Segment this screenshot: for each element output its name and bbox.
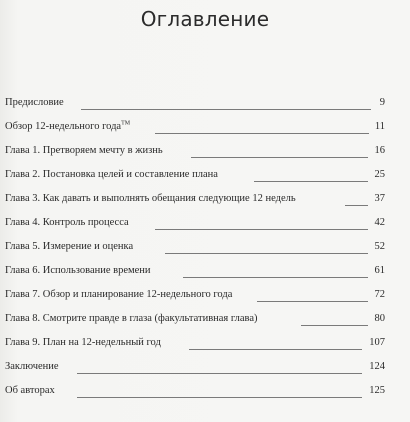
- toc-page-number: 16: [374, 145, 385, 156]
- toc-page-number: 61: [374, 265, 385, 276]
- page-title: Оглавление: [140, 7, 270, 31]
- toc-entry-label: Глава 2. Постановка целей и составление плана: [5, 169, 218, 180]
- toc-entry-conclusion: [5, 361, 385, 375]
- toc-entry-label: Предисловие: [5, 97, 64, 108]
- leader-line: [257, 301, 368, 302]
- toc-entry-overview: [5, 121, 385, 135]
- leader-line: [191, 157, 368, 158]
- toc-entry-chapter-6: [5, 265, 385, 279]
- leader-line: [345, 205, 368, 206]
- toc-entry-about-authors: [5, 385, 385, 399]
- toc-entry-chapter-2: [5, 169, 385, 183]
- toc-entry-label: Глава 7. Обзор и планирование 12-недельного года: [5, 289, 233, 300]
- leader-line: [77, 373, 362, 374]
- toc-entry-chapter-3: [5, 193, 385, 207]
- leader-line: [165, 253, 368, 254]
- leader-line: [189, 349, 362, 350]
- toc-entry-chapter-9: [5, 337, 385, 351]
- leader-line: [301, 325, 368, 326]
- toc-entry-label: Глава 1. Претворяем мечту в жизнь: [5, 145, 163, 156]
- toc-entry-label: Обзор 12-недельного года: [5, 121, 122, 132]
- toc-entry-label: Глава 8. Смотрите правде в глаза (факультативная глава): [5, 313, 258, 324]
- toc-entry-chapter-1: [5, 145, 385, 159]
- leader-line: [155, 133, 369, 134]
- leader-line: [155, 229, 368, 230]
- toc-entry-chapter-4: [5, 217, 385, 231]
- trademark-mark: TM: [121, 120, 131, 127]
- toc-page-number: 124: [369, 361, 385, 372]
- toc-entry-preface: [5, 97, 385, 111]
- toc-entry-label: Глава 3. Как давать и выполнять обещания следующие 12 недель: [5, 193, 296, 204]
- toc-entry-label: Заключение: [5, 361, 59, 372]
- toc-entry-label: Глава 6. Использование времени: [5, 265, 151, 276]
- toc-entry-label: Глава 4. Контроль процесса: [5, 217, 129, 228]
- toc-page-number: 72: [374, 289, 385, 300]
- toc-page-number: 125: [369, 385, 385, 396]
- toc-entry-label: Глава 9. План на 12-недельный год: [5, 337, 161, 348]
- toc-entry-chapter-8: [5, 313, 385, 327]
- toc-page-number: 25: [374, 169, 385, 180]
- toc-entry-label: Об авторах: [5, 385, 55, 396]
- toc-page-number: 9: [379, 97, 385, 108]
- toc-page-number: 107: [369, 337, 385, 348]
- leader-line: [77, 397, 362, 398]
- toc-page-number: 52: [374, 241, 385, 252]
- toc-entry-label: Глава 5. Измерение и оценка: [5, 241, 134, 252]
- leader-line: [183, 277, 368, 278]
- leader-line: [254, 181, 368, 182]
- toc-page-number: 37: [374, 193, 385, 204]
- toc-entry-label-wrap: [5, 121, 130, 132]
- toc-entry-chapter-5: [5, 241, 385, 255]
- toc-page-number: 42: [374, 217, 385, 228]
- toc-entry-chapter-7: [5, 289, 385, 303]
- toc-page-number: 11: [374, 121, 385, 132]
- leader-line: [81, 109, 371, 110]
- toc-page-number: 80: [374, 313, 385, 324]
